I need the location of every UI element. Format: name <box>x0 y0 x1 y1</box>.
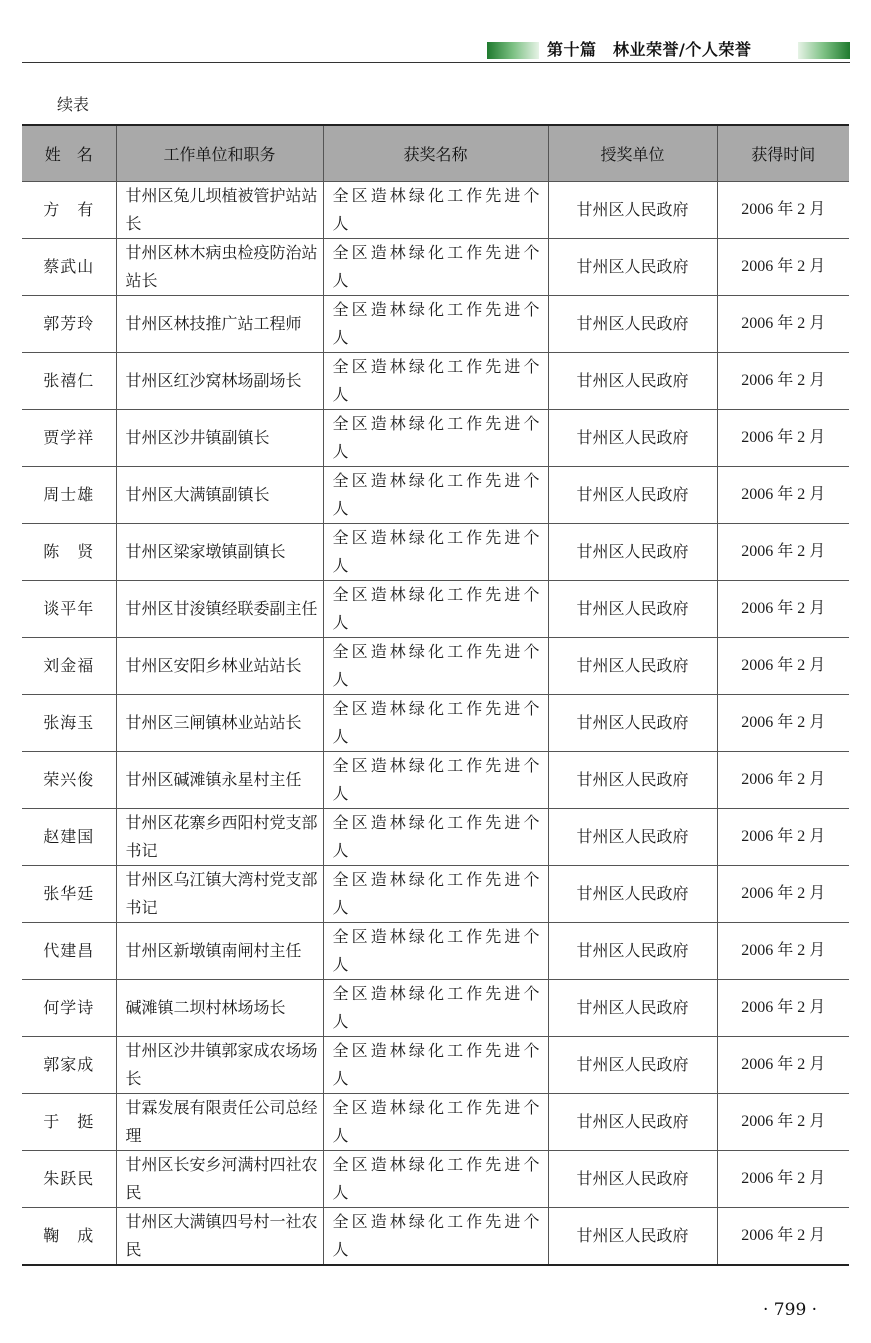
cell-name: 何学诗 <box>22 979 116 1036</box>
cell-award: 全区造林绿化工作先进个人 <box>323 238 548 295</box>
page-header <box>0 0 871 64</box>
cell-award: 全区造林绿化工作先进个人 <box>323 694 548 751</box>
column-header-date: 获得时间 <box>717 125 849 181</box>
cell-name: 于 挺 <box>22 1093 116 1150</box>
cell-job: 甘州区安阳乡林业站站长 <box>116 637 323 694</box>
cell-award: 全区造林绿化工作先进个人 <box>323 409 548 466</box>
table-row <box>22 466 849 523</box>
table-row <box>22 979 849 1036</box>
cell-date: 2006 年 2 月 <box>717 808 849 865</box>
table-row <box>22 238 849 295</box>
cell-name: 张华廷 <box>22 865 116 922</box>
table-row <box>22 808 849 865</box>
cell-date: 2006 年 2 月 <box>717 238 849 295</box>
cell-org: 甘州区人民政府 <box>548 295 717 352</box>
cell-name: 荣兴俊 <box>22 751 116 808</box>
table-row <box>22 751 849 808</box>
cell-award: 全区造林绿化工作先进个人 <box>323 751 548 808</box>
cell-name: 郭芳玲 <box>22 295 116 352</box>
cell-job: 甘州区花寨乡西阳村党支部书记 <box>116 808 323 865</box>
header-decor-bar-right <box>798 42 850 59</box>
column-header-name: 姓 名 <box>22 125 116 181</box>
cell-name: 蔡武山 <box>22 238 116 295</box>
cell-org: 甘州区人民政府 <box>548 865 717 922</box>
cell-job: 甘州区大满镇四号村一社农民 <box>116 1207 323 1265</box>
cell-org: 甘州区人民政府 <box>548 466 717 523</box>
cell-award: 全区造林绿化工作先进个人 <box>323 523 548 580</box>
cell-award: 全区造林绿化工作先进个人 <box>323 865 548 922</box>
cell-name: 周士雄 <box>22 466 116 523</box>
cell-date: 2006 年 2 月 <box>717 352 849 409</box>
table-row <box>22 1150 849 1207</box>
cell-date: 2006 年 2 月 <box>717 580 849 637</box>
honors-table <box>22 124 849 1266</box>
cell-job: 甘州区红沙窝林场副场长 <box>116 352 323 409</box>
table-row <box>22 181 849 238</box>
cell-date: 2006 年 2 月 <box>717 523 849 580</box>
table-row <box>22 352 849 409</box>
cell-award: 全区造林绿化工作先进个人 <box>323 352 548 409</box>
cell-date: 2006 年 2 月 <box>717 1150 849 1207</box>
table-row <box>22 1207 849 1265</box>
cell-job: 甘州区大满镇副镇长 <box>116 466 323 523</box>
header-rule <box>22 62 850 63</box>
cell-date: 2006 年 2 月 <box>717 466 849 523</box>
cell-name: 张海玉 <box>22 694 116 751</box>
cell-job: 甘州区甘浚镇经联委副主任 <box>116 580 323 637</box>
cell-org: 甘州区人民政府 <box>548 523 717 580</box>
cell-job: 甘州区林木病虫检疫防治站站长 <box>116 238 323 295</box>
cell-name: 刘金福 <box>22 637 116 694</box>
cell-org: 甘州区人民政府 <box>548 409 717 466</box>
cell-date: 2006 年 2 月 <box>717 865 849 922</box>
table-row <box>22 922 849 979</box>
cell-award: 全区造林绿化工作先进个人 <box>323 1150 548 1207</box>
cell-name: 代建昌 <box>22 922 116 979</box>
cell-date: 2006 年 2 月 <box>717 922 849 979</box>
cell-award: 全区造林绿化工作先进个人 <box>323 808 548 865</box>
cell-org: 甘州区人民政府 <box>548 1207 717 1265</box>
table-row <box>22 523 849 580</box>
cell-award: 全区造林绿化工作先进个人 <box>323 466 548 523</box>
cell-job: 甘州区兔儿坝植被管护站站长 <box>116 181 323 238</box>
cell-org: 甘州区人民政府 <box>548 1036 717 1093</box>
cell-name: 朱跃民 <box>22 1150 116 1207</box>
table-row <box>22 637 849 694</box>
cell-org: 甘州区人民政府 <box>548 1150 717 1207</box>
cell-award: 全区造林绿化工作先进个人 <box>323 1207 548 1265</box>
cell-org: 甘州区人民政府 <box>548 238 717 295</box>
cell-job: 甘州区三闸镇林业站站长 <box>116 694 323 751</box>
cell-job: 甘州区林技推广站工程师 <box>116 295 323 352</box>
cell-date: 2006 年 2 月 <box>717 181 849 238</box>
cell-name: 郭家成 <box>22 1036 116 1093</box>
section-title: 第十篇 林业荣誉/个人荣誉 <box>547 40 752 59</box>
cell-date: 2006 年 2 月 <box>717 295 849 352</box>
cell-award: 全区造林绿化工作先进个人 <box>323 181 548 238</box>
cell-org: 甘州区人民政府 <box>548 694 717 751</box>
cell-job: 甘州区梁家墩镇副镇长 <box>116 523 323 580</box>
cell-award: 全区造林绿化工作先进个人 <box>323 295 548 352</box>
cell-job: 甘州区新墩镇南闸村主任 <box>116 922 323 979</box>
cell-award: 全区造林绿化工作先进个人 <box>323 922 548 979</box>
column-header-job: 工作单位和职务 <box>116 125 323 181</box>
column-header-org: 授奖单位 <box>548 125 717 181</box>
cell-date: 2006 年 2 月 <box>717 979 849 1036</box>
cell-date: 2006 年 2 月 <box>717 694 849 751</box>
cell-org: 甘州区人民政府 <box>548 580 717 637</box>
header-row <box>22 125 849 181</box>
cell-name: 鞠 成 <box>22 1207 116 1265</box>
cell-job: 甘州区沙井镇郭家成农场场长 <box>116 1036 323 1093</box>
cell-name: 谈平年 <box>22 580 116 637</box>
cell-name: 张禧仁 <box>22 352 116 409</box>
cell-name: 方 有 <box>22 181 116 238</box>
cell-org: 甘州区人民政府 <box>548 979 717 1036</box>
cell-name: 赵建国 <box>22 808 116 865</box>
table-body <box>22 181 849 1265</box>
table-row <box>22 409 849 466</box>
column-header-award: 获奖名称 <box>323 125 548 181</box>
cell-date: 2006 年 2 月 <box>717 1036 849 1093</box>
cell-job: 甘州区碱滩镇永星村主任 <box>116 751 323 808</box>
table-row <box>22 580 849 637</box>
table-header <box>22 125 849 181</box>
cell-org: 甘州区人民政府 <box>548 637 717 694</box>
table-caption: 续表 <box>57 95 90 114</box>
table-row <box>22 694 849 751</box>
cell-job: 甘州区沙井镇副镇长 <box>116 409 323 466</box>
header-decor-bar-left <box>487 42 539 59</box>
cell-award: 全区造林绿化工作先进个人 <box>323 637 548 694</box>
cell-date: 2006 年 2 月 <box>717 1207 849 1265</box>
cell-org: 甘州区人民政府 <box>548 352 717 409</box>
cell-name: 陈 贤 <box>22 523 116 580</box>
table-row <box>22 1093 849 1150</box>
cell-job: 甘州区长安乡河满村四社农民 <box>116 1150 323 1207</box>
cell-name: 贾学祥 <box>22 409 116 466</box>
cell-date: 2006 年 2 月 <box>717 409 849 466</box>
table-row <box>22 865 849 922</box>
cell-job: 碱滩镇二坝村林场场长 <box>116 979 323 1036</box>
cell-award: 全区造林绿化工作先进个人 <box>323 1093 548 1150</box>
cell-date: 2006 年 2 月 <box>717 637 849 694</box>
cell-award: 全区造林绿化工作先进个人 <box>323 1036 548 1093</box>
cell-date: 2006 年 2 月 <box>717 1093 849 1150</box>
cell-org: 甘州区人民政府 <box>548 181 717 238</box>
cell-org: 甘州区人民政府 <box>548 751 717 808</box>
cell-award: 全区造林绿化工作先进个人 <box>323 979 548 1036</box>
cell-job: 甘州区乌江镇大湾村党支部书记 <box>116 865 323 922</box>
cell-date: 2006 年 2 月 <box>717 751 849 808</box>
table-row <box>22 1036 849 1093</box>
cell-org: 甘州区人民政府 <box>548 808 717 865</box>
page-number: · 799 · <box>763 1300 818 1320</box>
cell-org: 甘州区人民政府 <box>548 922 717 979</box>
table-row <box>22 295 849 352</box>
cell-award: 全区造林绿化工作先进个人 <box>323 580 548 637</box>
cell-org: 甘州区人民政府 <box>548 1093 717 1150</box>
cell-job: 甘霖发展有限责任公司总经理 <box>116 1093 323 1150</box>
